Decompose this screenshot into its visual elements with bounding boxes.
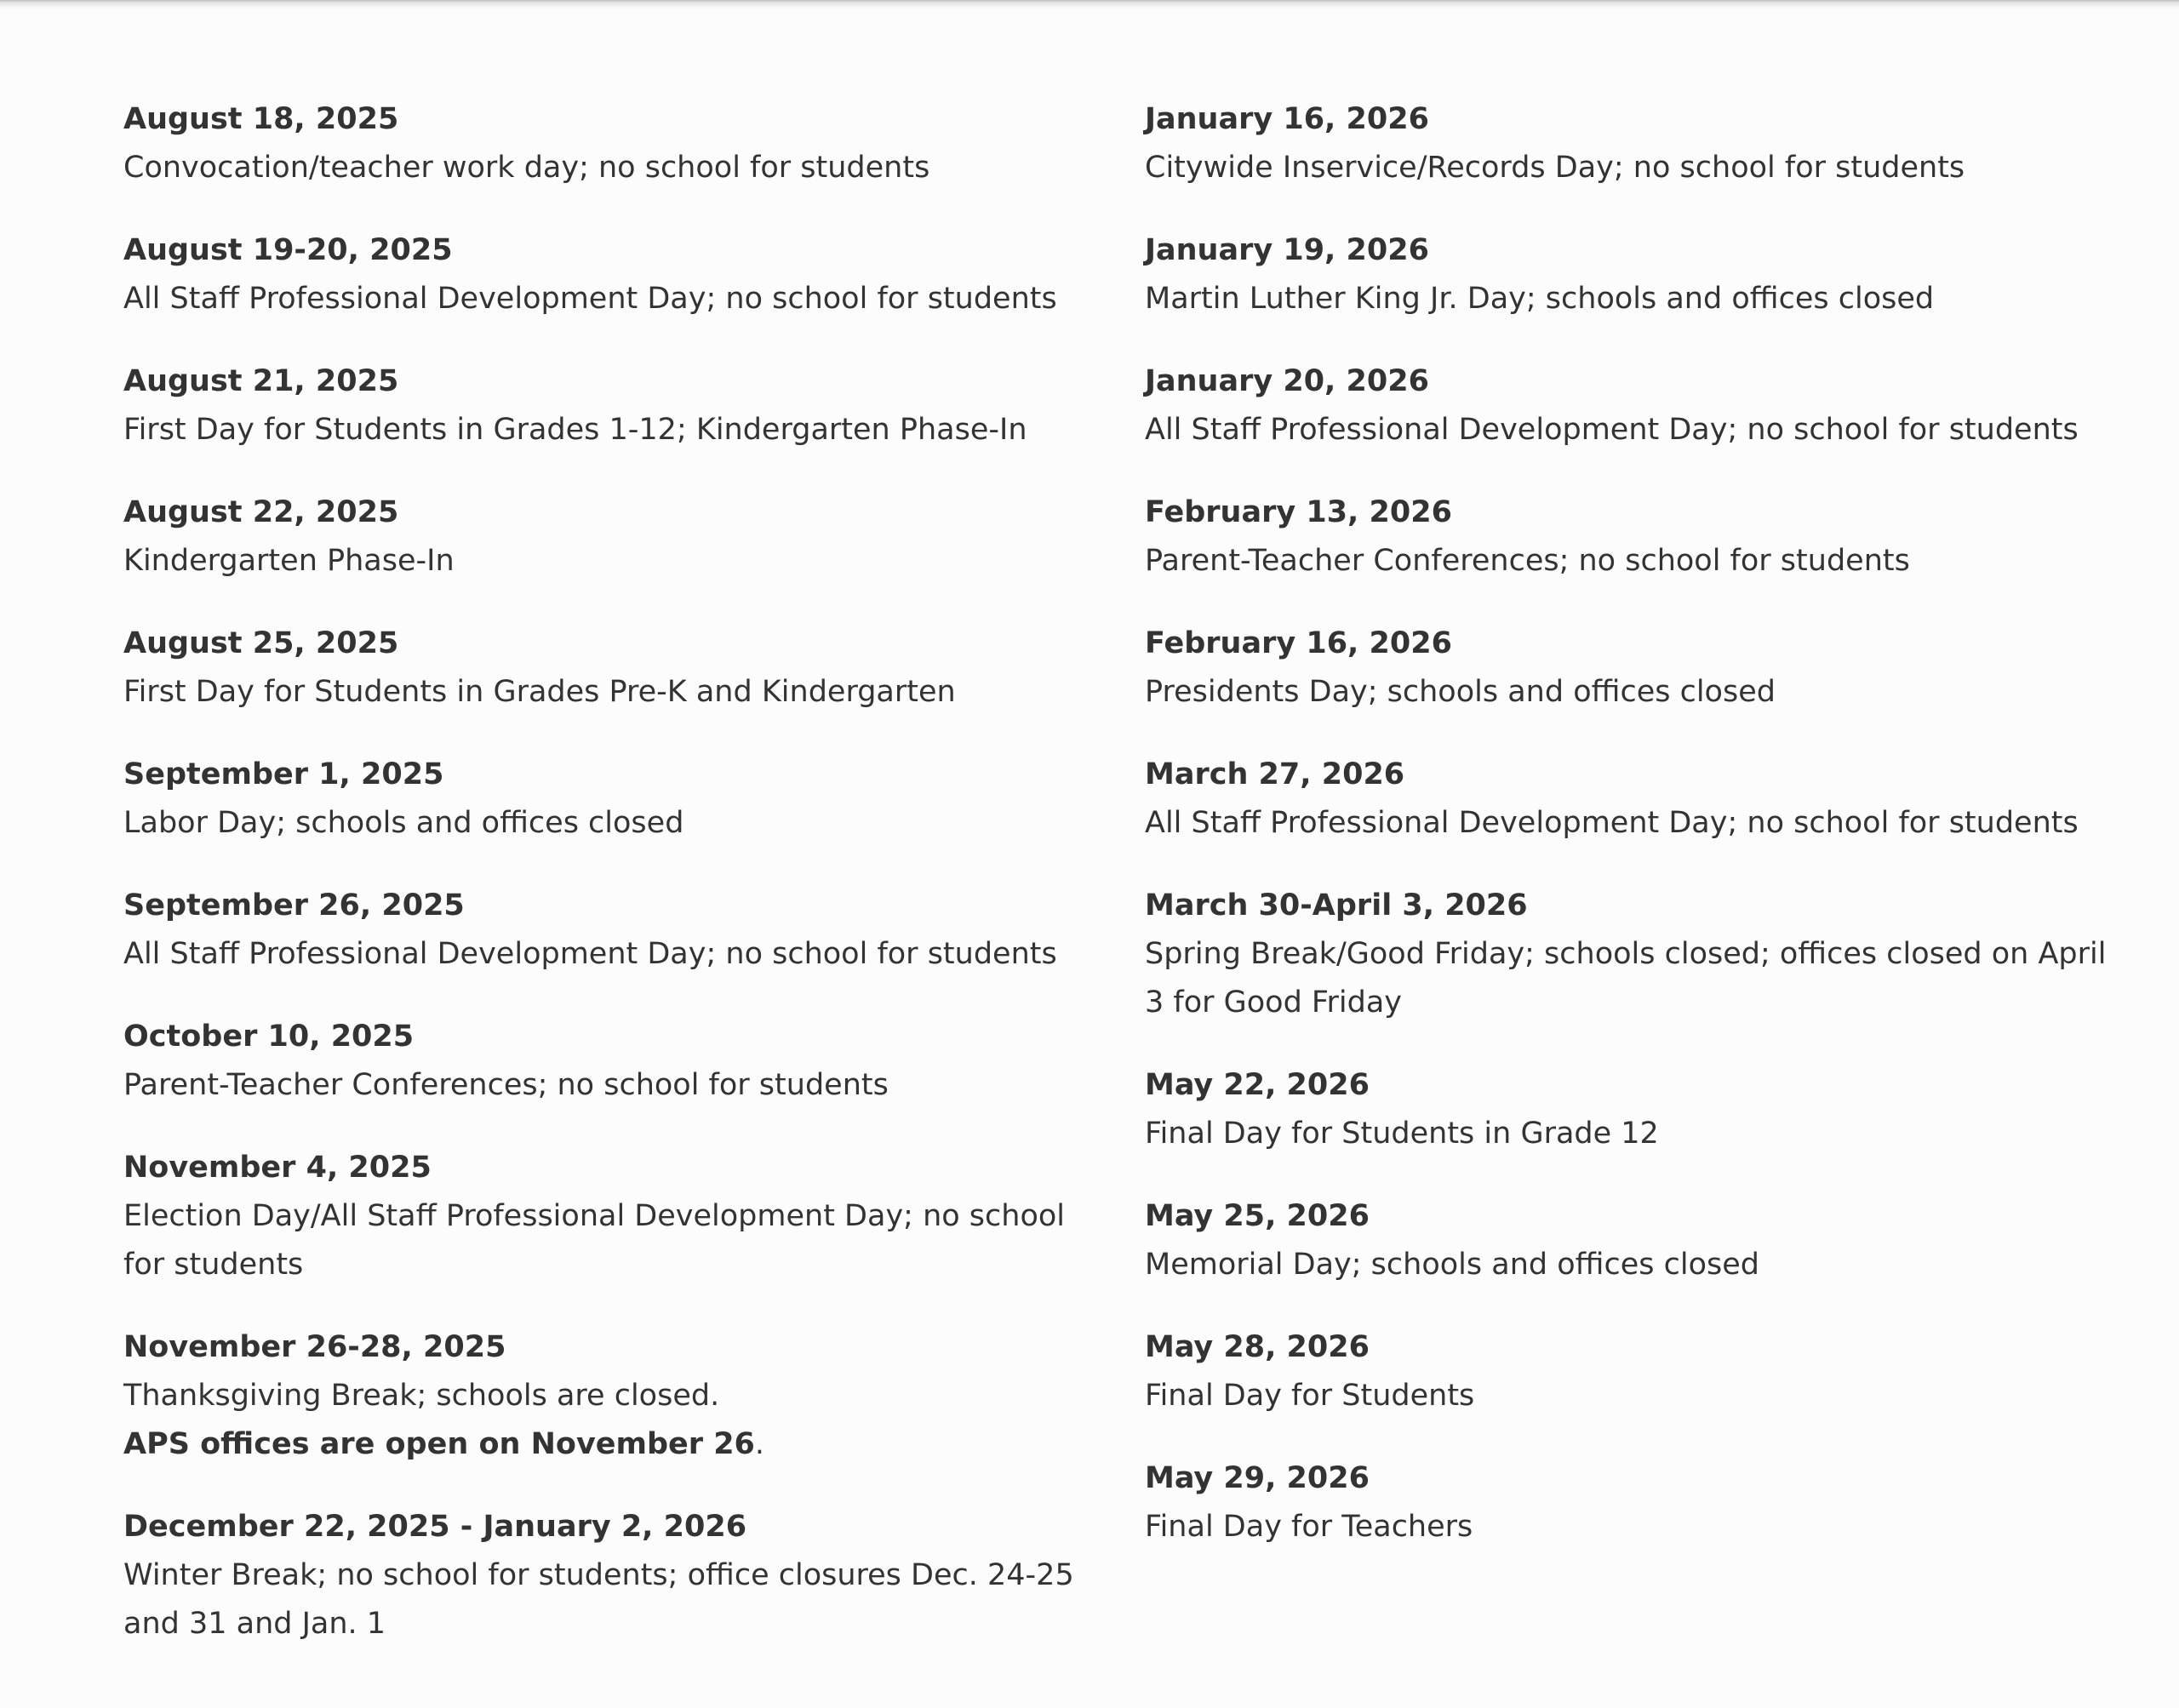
entry-description: Election Day/All Staff Professional Development Day; no school for students: [123, 1199, 1066, 1282]
entry-date: February 16, 2026: [1145, 626, 1452, 660]
calendar-entry: [123, 357, 1102, 454]
entry-date: August 25, 2025: [123, 626, 399, 660]
calendar-entry: [1145, 1323, 2107, 1420]
calendar-entry: [123, 95, 1102, 192]
entry-date: August 19-20, 2025: [123, 233, 453, 267]
calendar-entry: [123, 226, 1102, 323]
calendar-entry: [123, 1323, 1102, 1469]
calendar-entry: [1145, 226, 2107, 323]
calendar-entry: [1145, 357, 2107, 454]
calendar-entry: [123, 751, 1102, 848]
calendar-entry: [1145, 751, 2107, 848]
entry-description: Parent-Teacher Conferences; no school for students: [1145, 544, 1910, 578]
calendar-column-right: [1145, 95, 2107, 1585]
entry-description: Final Day for Students in Grade 12: [1145, 1117, 1659, 1151]
entry-description: All Staff Professional Development Day; no school for students: [1145, 413, 2079, 447]
note-period: .: [754, 1427, 765, 1461]
top-shadow: [0, 0, 2179, 9]
entry-description: Winter Break; no school for students; office closures Dec. 24-25 and 31 and Jan. 1: [123, 1558, 1074, 1641]
entry-date: May 29, 2026: [1145, 1461, 1370, 1495]
office-open-note: APS offices are open on November 26: [123, 1427, 755, 1461]
entry-date: March 30-April 3, 2026: [1145, 888, 1528, 923]
entry-date: February 13, 2026: [1145, 495, 1452, 529]
calendar-entry: [1145, 1454, 2107, 1551]
entry-description: Thanksgiving Break; schools are closed.: [123, 1379, 720, 1413]
entry-description: First Day for Students in Grades Pre-K and Kindergarten: [123, 675, 956, 709]
entry-description: Final Day for Students: [1145, 1379, 1475, 1413]
calendar-entry: [1145, 1192, 2107, 1289]
calendar-entry: [123, 1503, 1102, 1648]
entry-date: November 26-28, 2025: [123, 1330, 506, 1364]
entry-date: November 4, 2025: [123, 1151, 432, 1185]
calendar-entry: [1145, 882, 2107, 1027]
entry-description: Citywide Inservice/Records Day; no school for students: [1145, 151, 1965, 185]
entry-date: August 22, 2025: [123, 495, 399, 529]
entry-date: September 1, 2025: [123, 757, 444, 791]
entry-description: Convocation/teacher work day; no school for students: [123, 151, 930, 185]
entry-note: [123, 1420, 1102, 1469]
calendar-entry: [123, 882, 1102, 979]
entry-description: Martin Luther King Jr. Day; schools and offices closed: [1145, 282, 1935, 316]
calendar-entry: [123, 1144, 1102, 1289]
entry-date: October 10, 2025: [123, 1020, 415, 1054]
calendar-column-left: [123, 95, 1102, 1682]
entry-date: May 28, 2026: [1145, 1330, 1370, 1364]
entry-description: Parent-Teacher Conferences; no school for students: [123, 1068, 889, 1102]
entry-description: All Staff Professional Development Day; no school for students: [1145, 806, 2079, 840]
entry-description: All Staff Professional Development Day; no school for students: [123, 282, 1057, 316]
entry-description: Spring Break/Good Friday; schools closed; offices closed on April 3 for Good Friday: [1145, 937, 2107, 1020]
calendar-entry: [1145, 1061, 2107, 1158]
entry-date: January 20, 2026: [1145, 364, 1429, 398]
calendar-entry: [123, 1013, 1102, 1110]
entry-date: August 21, 2025: [123, 364, 399, 398]
calendar-entry: [1145, 488, 2107, 586]
entry-description: Final Day for Teachers: [1145, 1510, 1473, 1544]
calendar-entry: [1145, 620, 2107, 717]
calendar-entry: [1145, 95, 2107, 192]
entry-description: Kindergarten Phase-In: [123, 544, 455, 578]
entry-date: January 19, 2026: [1145, 233, 1429, 267]
entry-date: January 16, 2026: [1145, 102, 1429, 136]
entry-description: First Day for Students in Grades 1-12; Kindergarten Phase-In: [123, 413, 1027, 447]
entry-date: May 25, 2026: [1145, 1199, 1370, 1233]
calendar-entry: [123, 488, 1102, 586]
entry-date: September 26, 2025: [123, 888, 465, 923]
entry-description: All Staff Professional Development Day; no school for students: [123, 937, 1057, 971]
entry-date: December 22, 2025 - January 2, 2026: [123, 1510, 747, 1544]
entry-description: Memorial Day; schools and offices closed: [1145, 1248, 1759, 1282]
entry-description: Labor Day; schools and offices closed: [123, 806, 684, 840]
entry-date: March 27, 2026: [1145, 757, 1405, 791]
entry-date: August 18, 2025: [123, 102, 399, 136]
entry-date: May 22, 2026: [1145, 1068, 1370, 1102]
calendar-entry: [123, 620, 1102, 717]
entry-description: Presidents Day; schools and offices closed: [1145, 675, 1776, 709]
